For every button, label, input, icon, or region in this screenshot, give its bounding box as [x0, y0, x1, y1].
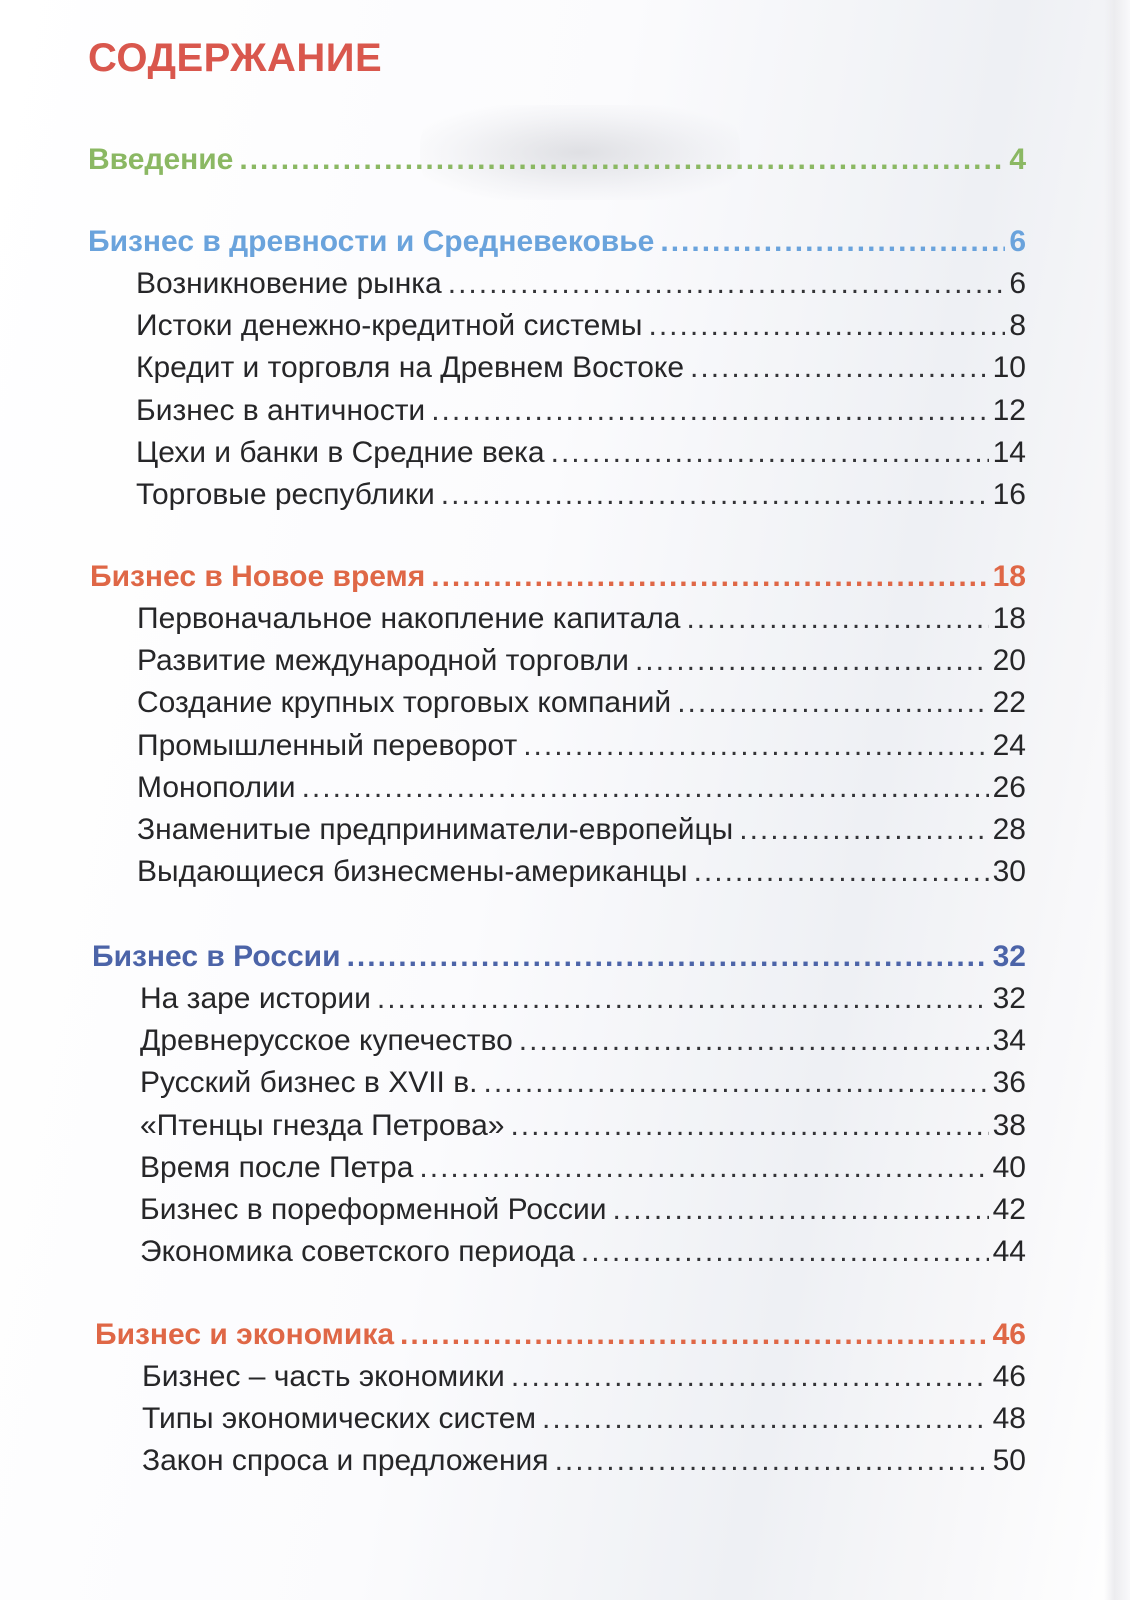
section-title: Бизнес в России — [92, 940, 341, 973]
item-title: Возникновение рынка — [136, 267, 442, 300]
item-page-number: 24 — [992, 728, 1026, 762]
item-page-number: 40 — [992, 1150, 1026, 1184]
item-page-number: 26 — [992, 770, 1026, 804]
dot-leader — [649, 306, 1006, 346]
page-title: СОДЕРЖАНИЕ — [88, 36, 383, 80]
item-page-number: 10 — [992, 351, 1026, 385]
item-title: Экономика советского периода — [140, 1235, 575, 1269]
item-title: Русский бизнес в XVII в. — [140, 1066, 478, 1100]
item-title: Бизнес в пореформенной России — [140, 1193, 607, 1226]
dot-leader — [347, 937, 989, 977]
dot-leader — [510, 1106, 988, 1146]
dot-leader — [511, 1357, 989, 1397]
section-page-number: 46 — [992, 1318, 1026, 1351]
item-page-number: 48 — [992, 1402, 1026, 1436]
dot-leader — [523, 726, 988, 766]
toc-item[interactable] — [136, 475, 1026, 515]
dot-leader — [377, 979, 989, 1019]
item-page-number: 36 — [992, 1066, 1026, 1100]
item-page-number: 42 — [992, 1193, 1026, 1226]
item-title: «Птенцы гнезда Петрова» — [140, 1108, 505, 1142]
toc-item[interactable] — [142, 1357, 1026, 1397]
toc-section[interactable] — [88, 140, 1026, 180]
section-title: Введение — [88, 143, 234, 176]
dot-leader — [555, 1441, 989, 1481]
item-page-number: 44 — [992, 1235, 1026, 1269]
item-title: Создание крупных торговых компаний — [137, 686, 672, 720]
item-page-number: 8 — [1009, 309, 1026, 343]
toc-item[interactable] — [137, 768, 1026, 808]
section-page-number: 18 — [992, 560, 1026, 593]
item-title: Истоки денежно-кредитной системы — [136, 309, 643, 343]
item-title: Развитие международной торговли — [137, 644, 629, 678]
toc-item[interactable] — [136, 433, 1026, 473]
item-page-number: 38 — [992, 1108, 1026, 1142]
toc-item[interactable] — [136, 391, 1026, 431]
section-page-number: 6 — [1009, 225, 1026, 258]
item-page-number: 30 — [992, 855, 1026, 889]
item-page-number: 12 — [992, 393, 1026, 427]
item-page-number: 16 — [992, 478, 1026, 511]
item-title: Первоначальное накопление капитала — [137, 602, 681, 635]
dot-leader — [690, 348, 989, 388]
toc-item[interactable] — [142, 1399, 1026, 1439]
toc-item[interactable] — [140, 1148, 1026, 1188]
toc-item[interactable] — [137, 683, 1026, 723]
item-page-number: 18 — [992, 602, 1026, 635]
section-page-number: 32 — [992, 940, 1026, 973]
item-page-number: 14 — [992, 435, 1026, 469]
toc-item[interactable] — [142, 1441, 1026, 1481]
item-title: Монополии — [137, 770, 296, 804]
dot-leader — [739, 810, 988, 850]
section-title: Бизнес и экономика — [95, 1318, 395, 1351]
toc-section[interactable] — [88, 222, 1026, 262]
item-page-number: 50 — [992, 1444, 1026, 1478]
toc-item[interactable] — [136, 306, 1026, 346]
dot-leader — [431, 391, 988, 431]
item-page-number: 34 — [992, 1024, 1026, 1058]
dot-leader — [484, 1063, 989, 1103]
item-title: Типы экономических систем — [142, 1402, 536, 1436]
toc-item[interactable] — [140, 1190, 1026, 1230]
toc-item[interactable] — [136, 264, 1026, 304]
item-title: На заре истории — [140, 982, 371, 1015]
dot-leader — [448, 264, 1006, 304]
item-page-number: 28 — [992, 813, 1026, 846]
item-title: Торговые республики — [136, 478, 435, 511]
dot-leader — [686, 599, 988, 639]
item-page-number: 32 — [992, 982, 1026, 1015]
toc-item[interactable] — [137, 726, 1026, 766]
dot-leader — [635, 641, 989, 681]
dot-leader — [581, 1232, 989, 1272]
dot-leader — [431, 557, 988, 597]
item-title: Древнерусское купечество — [140, 1024, 513, 1058]
toc-item[interactable] — [140, 979, 1026, 1019]
dot-leader — [239, 140, 1005, 180]
toc-item[interactable] — [137, 810, 1026, 850]
toc-item[interactable] — [140, 1106, 1026, 1146]
section-title: Бизнес в древности и Средневековье — [88, 225, 655, 258]
item-page-number: 6 — [1009, 267, 1026, 300]
toc-item[interactable] — [137, 599, 1026, 639]
dot-leader — [551, 433, 989, 473]
dot-leader — [694, 852, 989, 892]
toc-section[interactable] — [90, 557, 1026, 597]
dot-leader — [419, 1148, 988, 1188]
dot-leader — [677, 683, 988, 723]
item-title: Выдающиеся бизнесмены-американцы — [137, 855, 688, 889]
toc-item[interactable] — [140, 1021, 1026, 1061]
item-title: Закон спроса и предложения — [142, 1444, 549, 1478]
item-title: Бизнес в античности — [136, 393, 426, 427]
toc-item[interactable] — [137, 641, 1026, 681]
item-title: Цехи и банки в Средние века — [136, 435, 545, 469]
dot-leader — [441, 475, 989, 515]
item-title: Кредит и торговля на Древнем Востоке — [136, 351, 685, 385]
item-page-number: 46 — [992, 1360, 1026, 1393]
dot-leader — [302, 768, 989, 808]
dot-leader — [519, 1021, 989, 1061]
dot-leader — [542, 1399, 989, 1439]
toc-item[interactable] — [140, 1232, 1026, 1272]
item-title: Промышленный переворот — [137, 728, 518, 762]
toc-section[interactable] — [95, 1315, 1026, 1355]
item-page-number: 22 — [992, 686, 1026, 720]
item-title: Знаменитые предприниматели-европейцы — [137, 813, 734, 846]
toc-item[interactable] — [137, 852, 1026, 892]
dot-leader — [400, 1315, 989, 1355]
toc-item[interactable] — [136, 348, 1026, 388]
item-title: Бизнес – часть экономики — [142, 1360, 505, 1393]
item-page-number: 20 — [992, 644, 1026, 678]
dot-leader — [660, 222, 1005, 262]
toc-item[interactable] — [140, 1063, 1026, 1103]
dot-leader — [613, 1190, 989, 1230]
toc-section[interactable] — [92, 937, 1026, 977]
item-title: Время после Петра — [140, 1150, 414, 1184]
section-title: Бизнес в Новое время — [90, 560, 426, 593]
section-page-number: 4 — [1009, 143, 1026, 176]
